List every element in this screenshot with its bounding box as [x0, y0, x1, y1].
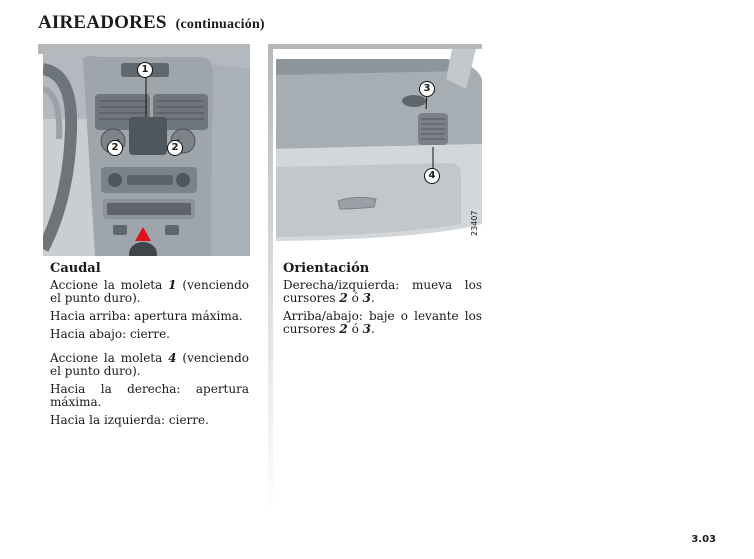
reference-number: 3 — [362, 322, 371, 336]
dashboard-console-illustration — [43, 49, 250, 256]
text-run: Arriba/abajo: baje o levante los cursores — [283, 309, 482, 336]
text-run: Derecha/izquierda: mueva los cursores — [283, 278, 482, 305]
text-run: Accione la moleta — [50, 278, 169, 292]
reference-number: 2 — [339, 291, 348, 305]
instruction-vertical — [283, 310, 482, 336]
instruction-down-close: Hacia abajo: cierre. — [50, 327, 170, 341]
instruction-right-open: Hacia la derecha: apertura máxima. — [50, 382, 249, 409]
callout-2-right: 2 — [167, 140, 183, 156]
text-run: ó — [347, 322, 363, 336]
instruction-thumbwheel-4 — [50, 352, 249, 378]
instruction-thumbwheel-1 — [50, 279, 249, 305]
section-heading-caudal: Caudal — [50, 261, 101, 276]
callout-3: 3 — [419, 81, 435, 97]
instruction-up-open: Hacia arriba: apertura máxima. — [50, 309, 243, 323]
page-number: 3.03 — [691, 534, 716, 545]
reference-number: 4 — [168, 351, 177, 365]
page-title-subtitle: (continuación) — [175, 17, 265, 32]
orientation-section — [283, 262, 482, 341]
callout-4: 4 — [424, 168, 440, 184]
figure-reference-code: 23407 — [470, 210, 479, 236]
reference-number: 3 — [362, 291, 371, 305]
reference-number: 1 — [168, 278, 177, 292]
text-run: . — [370, 322, 375, 336]
text-run: . — [370, 291, 375, 305]
instruction-horizontal — [283, 279, 482, 305]
text-run: ó — [347, 291, 363, 305]
text-run: (venciendo el punto duro). — [50, 351, 249, 378]
column-divider — [268, 44, 273, 514]
text-run: Accione la moleta — [50, 351, 169, 365]
callout-2-left: 2 — [107, 140, 123, 156]
page-title-main: AIREADORES — [38, 12, 167, 33]
section-heading-orientacion: Orientación — [283, 261, 370, 276]
page-title — [38, 12, 265, 34]
instruction-left-close: Hacia la izquierda: cierre. — [50, 413, 209, 427]
flow-section — [50, 262, 249, 432]
passenger-vent-illustration — [276, 49, 482, 241]
text-run: (venciendo el punto duro). — [50, 278, 249, 305]
callout-1: 1 — [137, 62, 153, 78]
reference-number: 2 — [339, 322, 348, 336]
